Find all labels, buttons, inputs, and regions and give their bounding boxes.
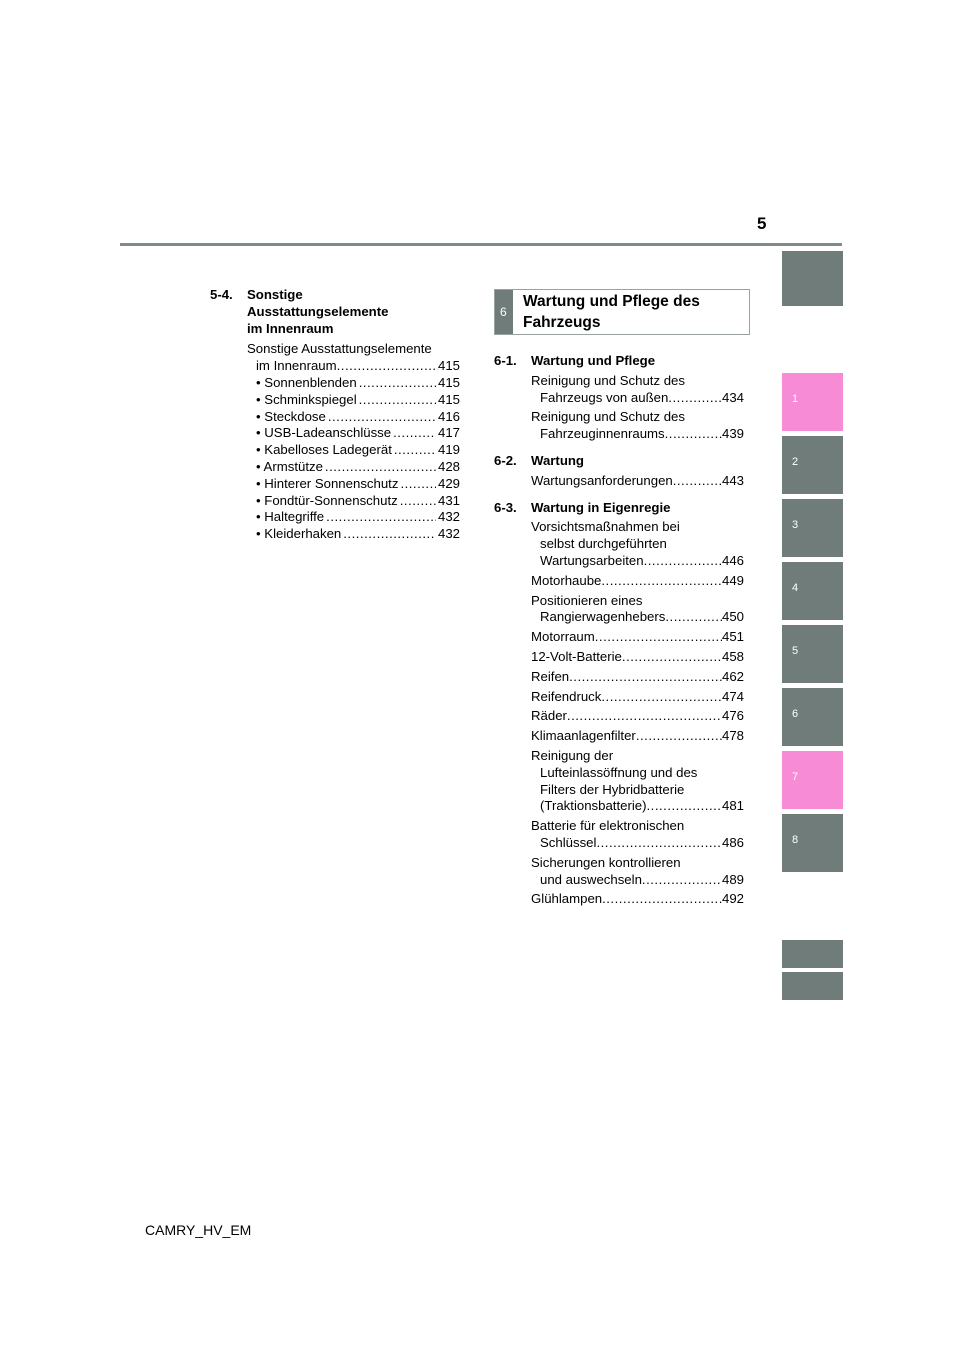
leader-dots [668,390,722,407]
chapter-number-badge: 6 [495,290,513,334]
header-rule [120,243,842,246]
section-heading [494,353,744,370]
tab-index-top[interactable] [782,251,843,306]
toc-entry[interactable] [531,573,744,590]
toc-page: 417 [437,425,460,441]
leader-dots [622,649,722,666]
toc-entry[interactable] [247,341,460,375]
toc-entry-line: Reinigung der [531,747,614,763]
toc-entry-text: • Sonnenblenden [256,374,357,390]
toc-entry-text: Schlüssel [540,834,597,850]
toc-page: 449 [721,572,744,588]
toc-entry-line: Sicherungen kontrollieren [531,854,681,870]
toc-left-column [210,287,460,543]
toc-page: 451 [721,629,744,645]
leader-dots [341,526,436,543]
toc-page: 443 [721,472,744,488]
leader-dots [595,629,722,646]
toc-entry-text: Rangierwagenhebers [540,609,666,625]
leader-dots [337,358,438,375]
toc-entry-text: Räder [531,708,567,724]
toc-entry-text: • Fondtür-Sonnenschutz [256,492,398,508]
toc-entry[interactable] [531,891,744,908]
toc-page: 429 [437,475,460,491]
footer-code: CAMRY_HV_EM [145,1222,252,1238]
section-number: 6-2. [494,452,517,468]
toc-page: 415 [437,374,460,390]
toc-page: 489 [721,871,744,887]
toc-entry[interactable] [531,519,744,569]
toc-entry-text: Reifendruck [531,688,602,704]
section-number: 6-3. [494,499,517,515]
leader-dots [644,553,722,570]
tab-chapter-2[interactable]: 2 [782,436,843,494]
toc-page: 419 [437,442,460,458]
toc-entry-text: • Kleiderhaken [256,526,342,542]
section-title: Wartung in Eigenregie [531,499,671,515]
tab-chapter-8[interactable]: 8 [782,814,843,872]
leader-dots [391,425,436,442]
toc-bullet-item[interactable] [256,425,460,442]
leader-dots [398,493,436,510]
toc-entry-text: Klimaanlagenfilter [531,728,636,744]
page-number: 5 [757,214,767,233]
toc-entry-text: • Hinterer Sonnenschutz [256,475,399,491]
toc-entry-text: Wartungsarbeiten [540,552,644,568]
toc-right-column [494,353,744,908]
toc-page: 481 [721,798,744,814]
leader-dots [665,426,722,443]
leader-dots [357,392,436,409]
toc-entry[interactable] [531,373,744,407]
section-title: Wartung und Pflege [531,353,656,368]
toc-entry-text: Motorraum [531,629,595,645]
toc-entry-line: Vorsichtsmaßnahmen bei [531,519,680,535]
section-title-line: Ausstattungselemente [247,303,389,319]
toc-entry-line: Lufteinlassöffnung und des [540,764,698,780]
toc-page: 415 [437,358,460,374]
toc-page: 431 [437,492,460,508]
toc-bullet-item[interactable] [256,442,460,459]
toc-page: 478 [721,728,744,744]
toc-bullet-item[interactable] [256,392,460,409]
leader-dots [636,728,722,745]
toc-entry[interactable] [531,409,744,443]
section-heading [210,287,460,337]
section-title: Wartung [531,452,584,468]
leader-dots [398,476,436,493]
toc-entry-line: selbst durchgeführten [540,536,667,552]
tab-chapter-3[interactable]: 3 [782,499,843,557]
leader-dots [602,891,722,908]
leader-dots [665,609,722,626]
toc-entry-text: • Armstütze [256,458,323,474]
toc-entry-text: 12-Volt-Batterie [531,648,622,664]
toc-entry[interactable] [531,669,744,686]
toc-entry[interactable] [531,708,744,725]
toc-entry-text: Motorhaube [531,572,602,588]
tab-index-a[interactable] [782,940,843,968]
toc-entry-text: • Schminkspiegel [256,391,357,407]
toc-entry-line: Filters der Hybridbatterie [540,781,685,797]
toc-entry-line: Batterie für elektronischen [531,818,685,834]
leader-dots [323,459,436,476]
toc-page: 476 [721,708,744,724]
toc-page: 492 [721,891,744,907]
toc-entry-line: Sonstige Ausstattungselemente [247,341,432,357]
toc-entry[interactable] [531,728,744,745]
toc-page: 432 [437,509,460,525]
toc-entry[interactable] [531,473,744,490]
toc-entry-text: • Steckdose [256,408,326,424]
tab-chapter-4[interactable]: 4 [782,562,843,620]
toc-entry-text: im Innenraum [256,358,337,374]
toc-bullet-item[interactable] [256,509,460,526]
toc-page: 415 [437,391,460,407]
toc-page: 416 [437,408,460,424]
toc-page: 450 [721,609,744,625]
toc-entry-text: (Traktionsbatterie) [540,798,647,814]
toc-entry[interactable] [531,748,744,815]
toc-page: 439 [721,426,744,442]
section-heading [494,500,744,517]
leader-dots [324,509,436,526]
toc-page: 428 [437,458,460,474]
toc-entry-line: Reinigung und Schutz des [531,409,685,425]
toc-page: 446 [721,552,744,568]
section-heading [494,453,744,470]
toc-page: 474 [721,688,744,704]
toc-page: 432 [437,526,460,542]
toc-entry[interactable] [531,593,744,627]
toc-bullet-item[interactable] [256,476,460,493]
toc-entry-text: Fahrzeugs von außen [540,389,669,405]
toc-page: 458 [721,648,744,664]
toc-entry-text: • Kabelloses Ladegerät [256,442,392,458]
section-number: 5-4. [210,287,233,302]
tab-chapter-6[interactable]: 6 [782,688,843,746]
leader-dots [673,473,722,490]
toc-entry[interactable] [531,818,744,852]
leader-dots [647,798,722,815]
leader-dots [392,442,436,459]
section-title-line: Sonstige [247,287,303,302]
leader-dots [569,669,722,686]
leader-dots [357,375,436,392]
toc-entry[interactable] [531,855,744,889]
chapter-tabs [782,0,843,1358]
chapter-header [494,289,750,335]
toc-bullet-item[interactable] [256,493,460,510]
tab-chapter-7[interactable]: 7 [782,751,843,809]
section-number: 6-1. [494,353,517,368]
toc-page: 486 [721,834,744,850]
toc-bullet-item[interactable] [256,526,460,543]
toc-entry-text: • USB-Ladeanschlüsse [256,425,392,441]
toc-page: 462 [721,668,744,684]
toc-entry-text: Glühlampen [531,891,603,907]
leader-dots [642,872,722,889]
toc-page: 434 [721,389,744,405]
toc-entry-text: • Haltegriffe [256,509,325,525]
tab-chapter-1[interactable]: 1 [782,373,843,431]
leader-dots [601,573,722,590]
toc-entry[interactable] [531,689,744,706]
toc-bullet-item[interactable] [256,375,460,392]
toc-entry[interactable] [531,649,744,666]
toc-entry-text: Reifen [531,668,570,684]
toc-entry-line: Reinigung und Schutz des [531,372,685,388]
toc-bullet-item[interactable] [256,409,460,426]
toc-bullet-item[interactable] [256,459,460,476]
section-title-line: im Innenraum [247,320,334,336]
toc-entry-text: Fahrzeuginnenraums [540,426,665,442]
chapter-title: Wartung und Pflege des Fahrzeugs [523,293,700,331]
tab-index-b[interactable] [782,972,843,1000]
toc-entry-line: Positionieren eines [531,592,643,608]
leader-dots [567,708,722,725]
leader-dots [596,835,722,852]
leader-dots [601,689,722,706]
toc-entry-text: Wartungsanforderungen [531,472,673,488]
tab-chapter-5[interactable]: 5 [782,625,843,683]
leader-dots [326,409,436,426]
toc-entry[interactable] [531,629,744,646]
toc-entry-text: und auswechseln [540,871,642,887]
